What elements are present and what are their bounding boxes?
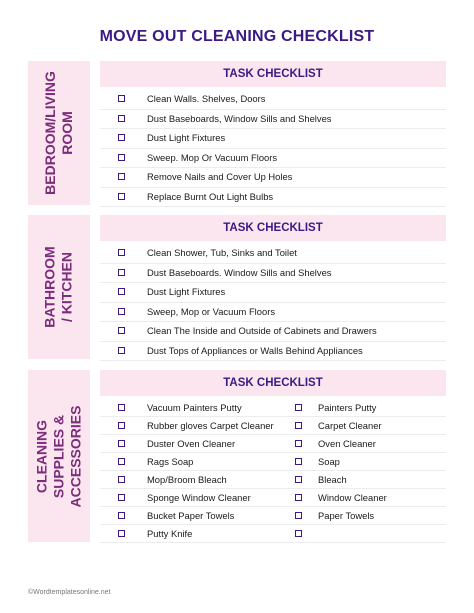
checkbox[interactable] bbox=[295, 422, 302, 429]
item-text: Paper Towels bbox=[318, 510, 375, 521]
item-text: Vacuum Painters Putty bbox=[147, 402, 242, 413]
section-label: BEDROOM/LIVING ROOM bbox=[42, 71, 76, 195]
checkbox[interactable] bbox=[295, 440, 302, 447]
checklist-item bbox=[100, 322, 446, 342]
item-text: Sweep. Mop Or Vacuum Floors bbox=[147, 151, 278, 163]
checkbox[interactable] bbox=[295, 476, 302, 483]
section-label: BATHROOM / KITCHEN bbox=[42, 246, 75, 328]
item-text: Oven Cleaner bbox=[318, 438, 376, 449]
checklist-item bbox=[100, 188, 446, 208]
item-text: Bleach bbox=[318, 474, 347, 485]
checklist-item bbox=[100, 90, 446, 110]
task-checklist bbox=[100, 370, 446, 542]
item-text: Dust Baseboards, Window Sills and Shelves bbox=[147, 112, 332, 124]
page-title: MOVE OUT CLEANING CHECKLIST bbox=[99, 28, 375, 45]
checkbox[interactable] bbox=[118, 134, 125, 141]
checklist-item bbox=[100, 435, 446, 453]
item-text: Clean Walls. Shelves, Doors bbox=[147, 93, 266, 104]
item-text: Painters Putty bbox=[318, 402, 377, 413]
checkbox[interactable] bbox=[118, 422, 125, 429]
checklist-item bbox=[100, 471, 446, 489]
checklist-item bbox=[100, 283, 446, 303]
checklist-item bbox=[100, 244, 446, 264]
checkbox[interactable] bbox=[118, 530, 125, 537]
checkbox[interactable] bbox=[295, 494, 302, 501]
section-cleaning-supplies bbox=[28, 370, 446, 542]
checkbox[interactable] bbox=[118, 308, 125, 315]
item-text: Clean The Inside and Outside of Cabinets and Drawers bbox=[147, 325, 377, 336]
checklist-item bbox=[100, 399, 446, 417]
checkbox[interactable] bbox=[118, 512, 125, 519]
item-text: Soap bbox=[318, 456, 340, 467]
checkbox[interactable] bbox=[118, 347, 125, 354]
item-text: Rags Soap bbox=[147, 456, 194, 467]
checkbox[interactable] bbox=[118, 269, 125, 276]
checkbox[interactable] bbox=[118, 458, 125, 465]
checkbox[interactable] bbox=[118, 173, 125, 180]
checkbox[interactable] bbox=[295, 512, 302, 519]
section-side-panel bbox=[28, 215, 90, 359]
checklist-item bbox=[100, 110, 446, 130]
checkbox[interactable] bbox=[118, 288, 125, 295]
checklist-item bbox=[100, 507, 446, 525]
item-text: Clean Shower, Tub, Sinks and Toilet bbox=[147, 247, 297, 258]
checklist-item bbox=[100, 489, 446, 507]
section-side-panel bbox=[28, 61, 90, 205]
item-text: Rubber gloves Carpet Cleaner bbox=[147, 420, 274, 431]
checkbox[interactable] bbox=[118, 115, 125, 122]
item-text: Bucket Paper Towels bbox=[147, 510, 235, 521]
item-text: Dust Tops of Appliances or Walls Behind Appliances bbox=[147, 344, 363, 356]
checkbox[interactable] bbox=[118, 327, 125, 334]
item-text: Duster Oven Cleaner bbox=[147, 438, 236, 449]
checkbox[interactable] bbox=[118, 154, 125, 161]
item-text: Sponge Window Cleaner bbox=[147, 492, 251, 503]
checkbox[interactable] bbox=[118, 193, 125, 200]
item-text: Remove Nails and Cover Up Holes bbox=[147, 171, 293, 182]
checkbox[interactable] bbox=[118, 404, 125, 411]
checkbox[interactable] bbox=[118, 440, 125, 447]
checklist-item bbox=[100, 417, 446, 435]
item-text: Replace Burnt Out Light Bulbs bbox=[147, 190, 274, 202]
checklist-item bbox=[100, 453, 446, 471]
checklist-header: TASK CHECKLIST bbox=[100, 61, 446, 87]
checklist-item bbox=[100, 342, 446, 362]
item-text: Carpet Cleaner bbox=[318, 420, 382, 431]
section-label: CLEANING SUPPLIES & ACCESSORIES bbox=[33, 405, 84, 507]
item-text: Mop/Broom Bleach bbox=[147, 474, 227, 485]
checkbox[interactable] bbox=[118, 95, 125, 102]
checkbox[interactable] bbox=[118, 249, 125, 256]
checkbox[interactable] bbox=[295, 404, 302, 411]
checkbox[interactable] bbox=[295, 458, 302, 465]
task-checklist bbox=[100, 61, 446, 205]
checkbox[interactable] bbox=[118, 494, 125, 501]
checkbox[interactable] bbox=[295, 530, 302, 537]
checklist-item bbox=[100, 168, 446, 188]
item-text: Dust Baseboards. Window Sills and Shelves bbox=[147, 266, 332, 278]
checkbox[interactable] bbox=[118, 476, 125, 483]
section-bedroom-living-room bbox=[28, 61, 446, 205]
copyright-footer: ©Wordtemplatesonline.net bbox=[28, 589, 111, 596]
item-text: Dust Light Fixtures bbox=[147, 132, 226, 143]
checklist-item bbox=[100, 525, 446, 543]
checklist-item bbox=[100, 303, 446, 323]
section-side-panel bbox=[28, 370, 90, 542]
checklist-item bbox=[100, 264, 446, 284]
checklist-header: TASK CHECKLIST bbox=[100, 215, 446, 241]
item-text: Putty Knife bbox=[147, 528, 193, 539]
checklist-item bbox=[100, 149, 446, 169]
item-text: Sweep, Mop or Vacuum Floors bbox=[147, 305, 276, 317]
item-text: Window Cleaner bbox=[318, 492, 387, 503]
checklist-item bbox=[100, 129, 446, 149]
checklist-header: TASK CHECKLIST bbox=[100, 370, 446, 396]
section-bathroom-kitchen bbox=[28, 215, 446, 359]
task-checklist bbox=[100, 215, 446, 359]
item-text: Dust Light Fixtures bbox=[147, 286, 226, 297]
